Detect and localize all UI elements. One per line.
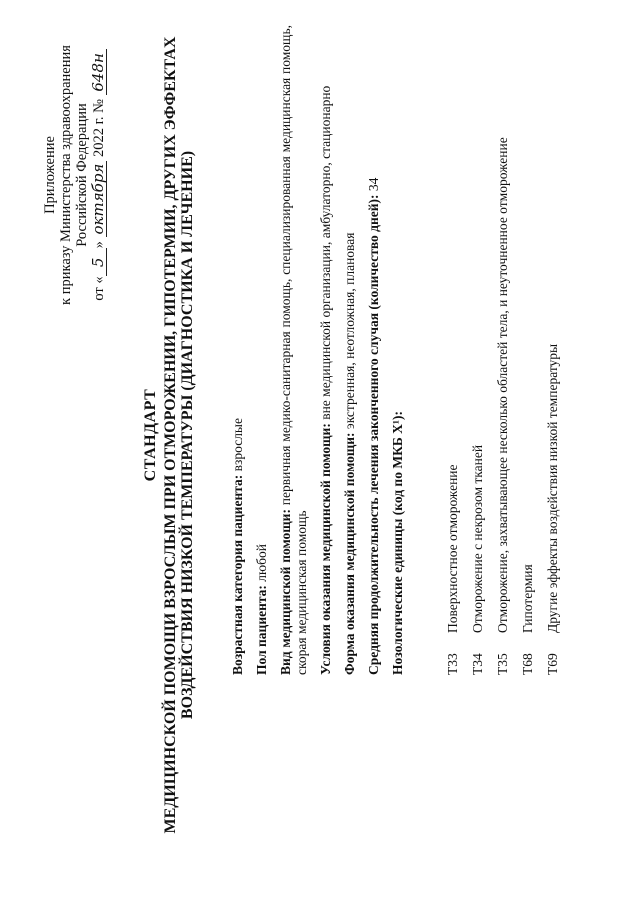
field-nosology-label: Нозологические единицы (код по МКБ X¹):	[390, 411, 405, 675]
icd-description: Гипотермия	[520, 564, 535, 633]
field-sex	[254, 25, 270, 675]
field-duration-value: 34	[366, 177, 381, 195]
field-care-type	[278, 25, 310, 675]
day-close: »	[91, 241, 107, 249]
field-age-label: Возрастная категория пациента:	[230, 474, 245, 675]
icd-code: T33	[445, 653, 460, 675]
year-text: 2022 г. №	[91, 98, 107, 158]
icd-code: T34	[470, 653, 485, 675]
icd-code: T35	[495, 653, 510, 675]
icd-code: T68	[520, 653, 535, 675]
from-prefix: от «	[91, 276, 107, 301]
appendix-header	[42, 15, 107, 335]
handwritten-day: 5	[90, 248, 107, 276]
title-line-2: ВОЗДЕЙСТВИЯ НИЗКОЙ ТЕМПЕРАТУРЫ (ДИАГНОСТИКА И ЛЕЧЕНИЕ)	[179, 150, 196, 720]
order-reference: к приказу Министерства здравоохранения	[58, 45, 74, 305]
icd-description: Другие эффекты воздействия низкой температуры	[545, 343, 560, 633]
icd-description: Отморожение с некрозом тканей	[470, 444, 485, 633]
field-conditions	[318, 25, 334, 675]
field-conditions-label: Условия оказания медицинской помощи:	[318, 423, 333, 675]
field-age-value: взрослые	[230, 418, 245, 475]
icd-code-list	[445, 25, 570, 675]
field-care-type-label: Вид медицинской помощи:	[278, 509, 293, 675]
icd-code: T69	[545, 653, 560, 675]
list-item	[520, 25, 545, 675]
field-sex-label: Пол пациента:	[254, 585, 269, 675]
field-conditions-value: вне медицинской организации, амбулаторно, стационарно	[318, 85, 333, 424]
appendix-title: Приложение	[42, 136, 58, 214]
field-form	[342, 25, 358, 675]
handwritten-month: октября	[90, 161, 107, 238]
list-item	[545, 25, 570, 675]
field-sex-value: любой	[254, 544, 269, 586]
title-word: СТАНДАРТ	[142, 388, 159, 482]
icd-description: Отморожение, захватывающее несколько областей тела, и неуточненное отморожение	[495, 137, 510, 633]
handwritten-order-number: 648н	[90, 49, 107, 95]
field-duration-label: Средняя продолжительность лечения законченного случая (количество дней):	[366, 194, 381, 675]
field-duration	[366, 25, 382, 675]
standard-fields	[230, 25, 414, 675]
list-item	[470, 25, 495, 675]
field-age	[230, 25, 246, 675]
field-care-type-value: первичная медико-санитарная помощь, специализированная медицинская помощь, скорая медицинская помощь	[278, 25, 309, 675]
list-item	[445, 25, 470, 675]
field-form-value: экстренная, неотложная, плановая	[342, 232, 357, 433]
field-nosology	[390, 25, 406, 675]
title-line-1: МЕДИЦИНСКОЙ ПОМОЩИ ВЗРОСЛЫМ ПРИ ОТМОРОЖЕНИИ, ГИПОТЕРМИИ, ДРУГИХ ЭФФЕКТАХ	[162, 36, 179, 834]
icd-description: Поверхностное отморожение	[445, 464, 460, 633]
list-item	[495, 25, 520, 675]
order-date-line	[90, 15, 107, 335]
standard-title	[142, 25, 196, 845]
federation-line: Российской Федерации	[74, 103, 90, 247]
field-form-label: Форма оказания медицинской помощи:	[342, 432, 357, 675]
